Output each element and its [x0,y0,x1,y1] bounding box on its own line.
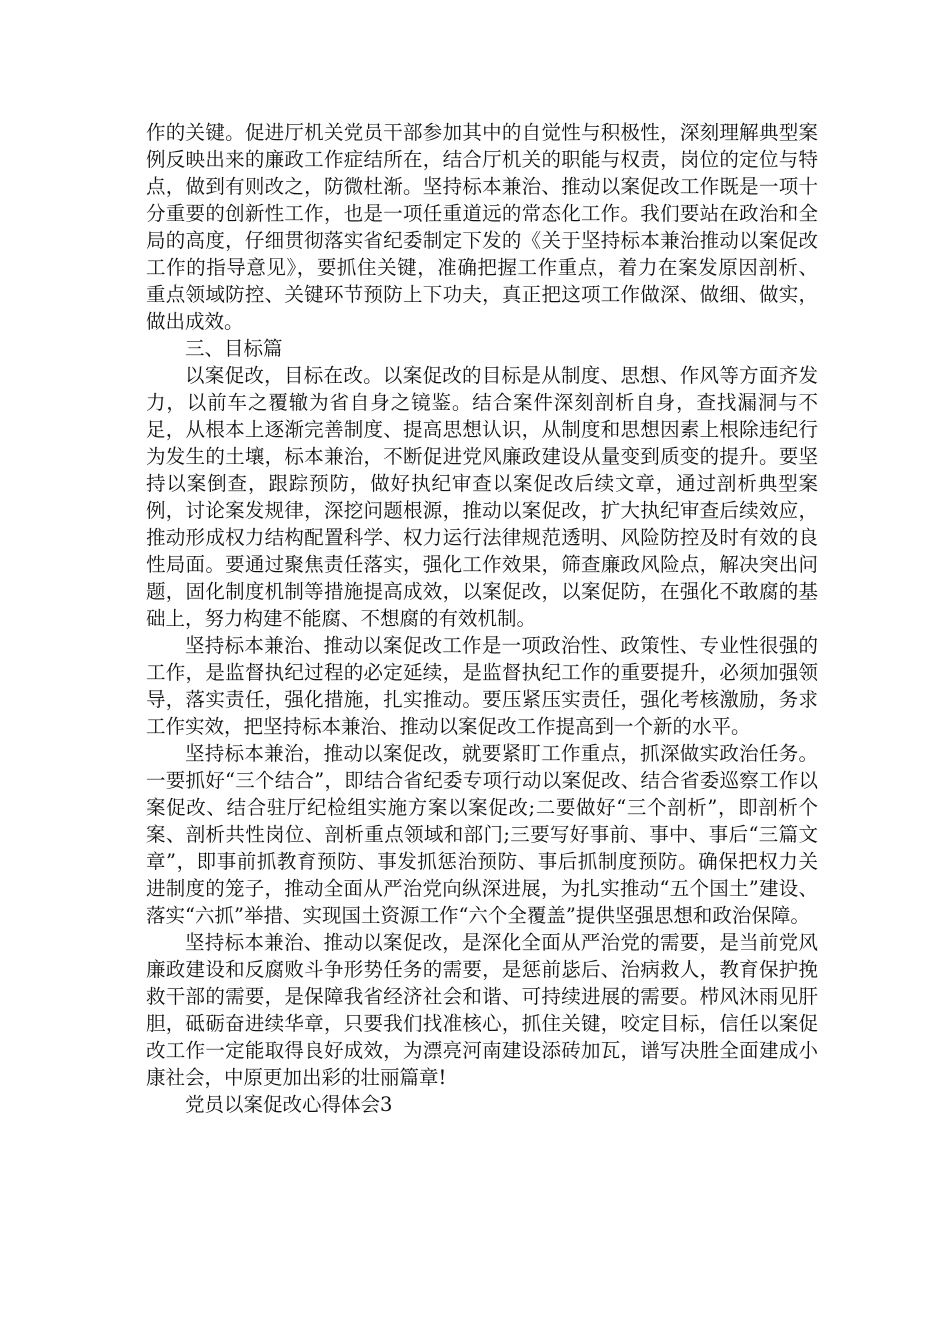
paragraph-key-tasks: 坚持标本兼治，推动以案促改，就要紧盯工作重点，抓深做实政治任务。一要抓好“三个结合”，即结合省纪委专项行动以案促改、结合省委巡察工作以案促改、结合驻厅纪检组实施方案以案促改;二要做好“三个剖析”，即剖析个案、剖析共性岗位、剖析重点领域和部门;三要写好事前、事中、事后“三篇文章”，即事前抓教育预防、事发抓惩治预防、事后抓制度预防。确保把权力关进制度的笼子，推动全面从严治党向纵深进展，为扎实推动“五个国土”建设、落实“六抓”举措、实现国土资源工作“六个全覆盖”提供坚强思想和政治保障。 [146,742,818,927]
paragraph-goals: 以案促改，目标在改。以案促改的目标是从制度、思想、作风等方面齐发力，以前车之覆辙为省自身之镜鉴。结合案件深刻剖析自身，查找漏洞与不足，从根本上逐渐完善制度、提高思想认识，从制度和思想因素上根除违纪行为发生的土壤，标本兼治，不断促进党风廉政建设从量变到质变的提升。要坚持以案倒查，跟踪预防，做好执纪审查以案促改后续文章，通过剖析典型案例，讨论案发规律，深挖问题根源，推动以案促改，扩大执纪审查后续效应，推动形成权力结构配置科学、权力运行法律规范透明、风险防控及时有效的良性局面。要通过聚焦责任落实，强化工作效果，筛查廉政风险点，解决突出问题，固化制度机制等措施提高成效，以案促改，以案促防，在强化不敢腐的基础上，努力构建不能腐、不想腐的有效机制。 [146,364,818,630]
paragraph-continuation: 作的关键。促进厅机关党员干部参加其中的自觉性与积极性，深刻理解典型案例反映出来的廉政工作症结所在，结合厅机关的职能与权责，岗位的定位与特点，做到有则改之，防微杜渐。坚持标本兼治、推动以案促改工作既是一项十分重要的创新性工作，也是一项任重道远的常态化工作。我们要站在政治和全局的高度，仔细贯彻落实省纪委制定下发的《关于坚持标本兼治推动以案促改工作的指导意见》，要抓住关键，准确把握工作重点，着力在案发原因剖析、重点领域防控、关键环节预防上下功夫，真正把这项工作做深、做细、做实，做出成效。 [146,121,818,333]
next-article-title: 党员以案促改心得体会3 [185,1093,393,1116]
section-heading-goals: 三、目标篇 [185,337,283,360]
document-page [146,119,818,1118]
paragraph-conclusion: 坚持标本兼治、推动以案促改，是深化全面从严治党的需要，是当前党风廉政建设和反腐败斗争形势任务的需要，是惩前毖后、治病救人，教育保护挽救干部的需要，是保障我省经济社会和谐、可持续进展的需要。栉风沐雨见肝胆，砥砺奋进续华章，只要我们找准核心，抓住关键，咬定目标，信任以案促改工作一定能取得良好成效，为漂亮河南建设添砖加瓦，谱写决胜全面建成小康社会，中原更加出彩的壮丽篇章! [146,931,818,1089]
paragraph-responsibility: 坚持标本兼治、推动以案促改工作是一项政治性、政策性、专业性很强的工作，是监督执纪过程的必定延续，是监督执纪工作的重要提升，必须加强领导，落实责任，强化措施，扎实推动。要压紧压实责任，强化考核激励，务求工作实效，把坚持标本兼治、推动以案促改工作提高到一个新的水平。 [146,634,818,738]
